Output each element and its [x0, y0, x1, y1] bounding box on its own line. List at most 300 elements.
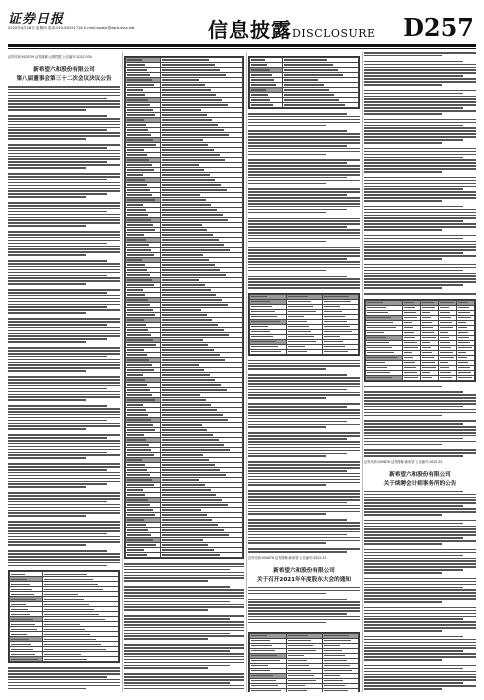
- text-line: [248, 406, 347, 408]
- cell-text: [127, 159, 149, 160]
- cell-text: [127, 219, 151, 220]
- column-1: [8, 52, 120, 692]
- text-line: [364, 81, 476, 83]
- cell-text: [162, 359, 225, 360]
- cell-text: [404, 337, 415, 338]
- text-line: [8, 304, 120, 306]
- section-title: [208, 14, 376, 43]
- text-line: [8, 269, 120, 271]
- text-line: [8, 423, 120, 425]
- text-line: [364, 148, 476, 150]
- text-line: [364, 563, 476, 565]
- cell-text: [367, 372, 390, 373]
- text-line: [364, 191, 476, 193]
- cell-text: [284, 84, 324, 85]
- text-line: [8, 327, 120, 329]
- text-line: [364, 96, 476, 98]
- cell-text: [127, 134, 151, 135]
- text-line: [8, 144, 120, 146]
- table-row: [250, 688, 359, 692]
- cell-text: [284, 99, 340, 100]
- cell-text: [162, 404, 211, 405]
- cell-text: [162, 474, 226, 475]
- cell-text: [162, 289, 211, 290]
- text-line: [8, 222, 120, 224]
- text-line: [364, 264, 476, 266]
- cell-text: [127, 279, 152, 280]
- text-line: [8, 501, 107, 503]
- announcement-table: [124, 56, 244, 559]
- text-line: [248, 619, 360, 621]
- text-line: [124, 621, 244, 623]
- cell-text: [458, 347, 472, 348]
- text-line: [364, 209, 476, 211]
- cell-text: [367, 317, 391, 318]
- text-line: [8, 132, 120, 134]
- text-line: [8, 298, 120, 300]
- text-line: [248, 264, 360, 266]
- text-line: [364, 183, 476, 185]
- text-line: [248, 513, 326, 515]
- cell-text: [440, 332, 448, 333]
- text-line: [364, 244, 476, 246]
- cell-text: [162, 144, 208, 145]
- text-line: [248, 386, 360, 388]
- text-line: [364, 403, 476, 405]
- cell-text: [251, 69, 270, 70]
- cell-text: [162, 124, 218, 125]
- text-line: [124, 601, 230, 603]
- cell-text: [251, 645, 272, 646]
- text-line: [248, 261, 360, 263]
- text-line: [8, 356, 107, 358]
- cell-text: [127, 439, 146, 440]
- text-line: [248, 200, 360, 202]
- text-line: [364, 136, 476, 138]
- text-line: [8, 321, 120, 323]
- text-line: [8, 559, 120, 561]
- text-line: [364, 558, 476, 560]
- text-line: [8, 539, 120, 541]
- text-line: [8, 150, 120, 152]
- cell-text: [367, 307, 386, 308]
- cell-text: [324, 311, 342, 312]
- text-line: [364, 206, 463, 208]
- cell-text: [162, 519, 212, 520]
- cell-text: [44, 574, 88, 575]
- cell-text: [127, 109, 153, 110]
- cell-text: [251, 99, 270, 100]
- cell-text: [162, 379, 215, 380]
- cell-text: [127, 534, 151, 535]
- cell-text: [127, 199, 155, 200]
- text-line: [364, 84, 442, 86]
- cell-text: [162, 419, 228, 420]
- notice-body-text: [248, 360, 360, 553]
- text-line: [8, 475, 120, 477]
- text-line: [364, 180, 476, 182]
- text-line: [364, 560, 476, 562]
- cell-text: [251, 341, 276, 342]
- cell-text: [324, 655, 345, 656]
- text-line: [248, 464, 360, 466]
- cell-text: [162, 479, 199, 480]
- text-line: [8, 138, 86, 140]
- text-line: [364, 223, 476, 225]
- table-row: [10, 657, 119, 662]
- text-line: [8, 498, 120, 500]
- cell-text: [127, 309, 153, 310]
- text-line: [124, 633, 230, 635]
- cell-text: [440, 362, 448, 363]
- text-line: [124, 650, 230, 652]
- cell-text: [127, 184, 147, 185]
- cell-text: [324, 685, 345, 686]
- text-line: [248, 397, 326, 399]
- cell-text: [162, 414, 223, 415]
- text-line: [364, 293, 476, 295]
- text-line: [124, 606, 244, 608]
- text-line: [248, 183, 326, 185]
- text-line: [8, 463, 120, 465]
- cell-text: [458, 332, 468, 333]
- text-line: [248, 365, 360, 367]
- text-line: [248, 479, 360, 481]
- text-line: [8, 688, 86, 690]
- cell-text: [251, 296, 267, 297]
- text-line: [248, 255, 360, 257]
- cell-text: [162, 489, 211, 490]
- cell-text: [162, 89, 211, 90]
- text-line: [8, 251, 120, 253]
- cell-text: [127, 59, 142, 60]
- cell-text: [404, 347, 418, 348]
- text-line: [364, 267, 476, 269]
- text-line: [124, 665, 230, 667]
- cell-text: [162, 294, 216, 295]
- text-line: [248, 476, 360, 478]
- text-line: [248, 534, 347, 536]
- text-line: [364, 400, 476, 402]
- cell-text: [127, 399, 155, 400]
- cell-text: [324, 680, 343, 681]
- text-line: [364, 241, 476, 243]
- notice-company: 新希望六和股份有限公司: [273, 567, 335, 574]
- cell-text: [440, 337, 449, 338]
- text-line: [364, 426, 476, 428]
- text-line: [248, 284, 360, 286]
- text-line: [248, 607, 360, 609]
- cell-text: [251, 351, 281, 352]
- cell-text: [367, 357, 397, 358]
- text-line: [124, 653, 244, 655]
- text-line: [124, 609, 208, 611]
- cell-text: [127, 459, 142, 460]
- text-line: [364, 499, 476, 501]
- cell-text: [127, 424, 153, 425]
- text-line: [364, 508, 476, 510]
- text-line: [124, 618, 230, 620]
- cell-text: [162, 499, 222, 500]
- text-line: [8, 685, 120, 687]
- notice-title: 第八届董事会第三十二次会议决议公告: [16, 76, 112, 82]
- table-cell: [421, 375, 439, 380]
- notice-body-text: [248, 113, 360, 289]
- cell-text: [284, 74, 343, 75]
- text-line: [248, 415, 360, 417]
- text-line: [8, 466, 120, 468]
- text-line: [364, 656, 476, 658]
- cell-text: [324, 321, 347, 322]
- cell-text: [127, 209, 146, 210]
- text-line: [364, 113, 442, 115]
- cell-text: [422, 377, 432, 378]
- text-line: [8, 495, 120, 497]
- text-line: [8, 292, 107, 294]
- cell-text: [324, 326, 350, 327]
- cell-text: [162, 94, 216, 95]
- cell-text: [162, 464, 215, 465]
- masthead: [8, 6, 476, 46]
- text-line: [8, 266, 120, 268]
- text-line: [8, 411, 120, 413]
- text-line: [248, 159, 360, 161]
- cell-text: [422, 332, 434, 333]
- text-line: [8, 318, 120, 320]
- cell-text: [162, 329, 223, 330]
- cell-text: [251, 84, 276, 85]
- text-line: [8, 481, 120, 483]
- cell-text: [251, 685, 278, 686]
- text-line: [8, 527, 120, 529]
- cell-text: [162, 449, 230, 450]
- cell-text: [324, 645, 340, 646]
- cell-text: [127, 419, 151, 420]
- cell-text: [127, 479, 152, 480]
- text-line: [364, 607, 476, 609]
- text-line: [364, 67, 476, 69]
- cell-text: [127, 239, 146, 240]
- text-line: [364, 72, 476, 74]
- table-cell: [250, 349, 287, 354]
- text-line: [8, 164, 120, 166]
- cell-text: [44, 589, 103, 590]
- cell-text: [127, 164, 152, 165]
- notice-body-text: [8, 86, 120, 566]
- cell-text: [162, 324, 218, 325]
- text-line: [8, 202, 120, 204]
- text-line: [8, 127, 120, 129]
- text-line: [8, 562, 120, 564]
- notice-title: 关于召开2021年年度股东大会的通知: [257, 576, 351, 583]
- cell-text: [162, 384, 221, 385]
- cell-text: [288, 341, 316, 342]
- text-line: [248, 444, 360, 446]
- cell-text: [44, 619, 105, 620]
- top-table: [248, 56, 360, 109]
- text-line: [8, 472, 120, 474]
- text-line: [364, 52, 476, 54]
- text-line: [8, 167, 86, 169]
- cell-text: [11, 629, 37, 630]
- text-line: [8, 135, 120, 137]
- text-line: [248, 435, 360, 437]
- text-line: [8, 367, 120, 369]
- cell-text: [162, 424, 202, 425]
- text-line: [248, 380, 360, 382]
- text-line: [364, 119, 476, 121]
- text-line: [8, 417, 120, 419]
- text-line: [364, 514, 442, 516]
- cell-text: [162, 164, 198, 165]
- text-line: [364, 621, 476, 623]
- text-line: [248, 174, 360, 176]
- text-line: [248, 209, 347, 211]
- cell-text: [404, 377, 418, 378]
- cell-text: [288, 306, 313, 307]
- text-line: [124, 688, 244, 690]
- table-cell: [439, 375, 457, 380]
- cell-text: [127, 304, 150, 305]
- text-line: [364, 526, 476, 528]
- text-line: [248, 522, 360, 524]
- text-line: [364, 186, 476, 188]
- cell-text: [367, 352, 394, 353]
- text-line: [248, 139, 360, 141]
- text-line: [8, 225, 86, 227]
- cell-text: [162, 194, 200, 195]
- text-line: [248, 467, 360, 469]
- text-line: [364, 601, 442, 603]
- cell-text: [324, 650, 342, 651]
- text-line: [124, 580, 208, 582]
- cell-text: [11, 654, 35, 655]
- text-line: [248, 287, 360, 289]
- cell-text: [44, 639, 96, 640]
- cell-text: [127, 104, 150, 105]
- text-line: [248, 548, 360, 550]
- cell-text: [162, 224, 202, 225]
- cell-text: [162, 169, 204, 170]
- cell-text: [367, 342, 389, 343]
- cell-text: [127, 74, 150, 75]
- text-line: [248, 270, 326, 272]
- cell-text: [162, 179, 215, 180]
- cell-text: [162, 119, 212, 120]
- text-line: [8, 306, 107, 308]
- cell-text: [367, 322, 393, 323]
- text-line: [364, 540, 476, 542]
- text-line: [364, 520, 476, 522]
- text-line: [364, 674, 476, 676]
- text-line: [364, 64, 476, 66]
- cell-text: [127, 524, 146, 525]
- text-line: [8, 86, 120, 88]
- cell-text: [288, 316, 304, 317]
- cell-text: [127, 549, 144, 550]
- text-line: [8, 446, 120, 448]
- cell-text: [162, 134, 229, 135]
- text-line: [364, 412, 476, 414]
- text-line: [364, 275, 476, 277]
- masthead-rule: [8, 44, 476, 47]
- text-line: [8, 553, 120, 555]
- cell-text: [440, 377, 452, 378]
- text-line: [364, 139, 463, 141]
- cell-text: [127, 384, 147, 385]
- notice-heading: [248, 566, 360, 583]
- text-line: [364, 258, 442, 260]
- text-line: [248, 496, 360, 498]
- cell-text: [458, 302, 468, 303]
- text-line: [364, 528, 476, 530]
- cell-text: [127, 529, 148, 530]
- cell-text: [288, 690, 307, 691]
- text-line: [248, 377, 360, 379]
- text-line: [364, 455, 463, 457]
- text-line: [8, 254, 86, 256]
- text-line: [8, 682, 120, 684]
- text-line: [248, 252, 360, 254]
- cell-text: [162, 209, 217, 210]
- text-line: [364, 226, 476, 228]
- cell-text: [251, 104, 273, 105]
- table-row: [250, 103, 359, 108]
- cell-text: [404, 302, 414, 303]
- text-line: [124, 630, 244, 632]
- cell-text: [404, 307, 415, 308]
- text-line: [248, 438, 347, 440]
- text-line: [8, 515, 86, 517]
- cell-text: [127, 169, 154, 170]
- cell-text: [127, 99, 148, 100]
- cell-text: [422, 352, 432, 353]
- cell-text: [440, 367, 449, 368]
- notice-table: [8, 570, 120, 663]
- cell-text: [127, 314, 155, 315]
- cell-text: [162, 99, 222, 100]
- table-row: [126, 553, 243, 558]
- cell-text: [127, 344, 156, 345]
- cell-text: [127, 189, 150, 190]
- text-line: [248, 511, 360, 513]
- cell-text: [162, 219, 228, 220]
- text-line: [8, 452, 107, 454]
- cell-text: [404, 372, 417, 373]
- text-line: [364, 494, 476, 496]
- cell-text: [127, 364, 152, 365]
- cell-text: [162, 199, 206, 200]
- notice-body-text: [8, 667, 120, 692]
- text-line: [8, 248, 120, 250]
- text-line: [248, 276, 347, 278]
- cell-text: [127, 539, 153, 540]
- text-line: [124, 644, 244, 646]
- cell-text: [284, 89, 329, 90]
- text-line: [8, 156, 120, 158]
- text-line: [248, 267, 360, 269]
- cell-text: [162, 319, 212, 320]
- paragraph-gap: [8, 690, 120, 692]
- text-line: [8, 382, 120, 384]
- text-line: [248, 525, 360, 527]
- text-line: [364, 647, 476, 649]
- text-line: [8, 98, 107, 100]
- cell-text: [324, 346, 345, 347]
- cell-text: [288, 665, 309, 666]
- cell-text: [284, 59, 328, 60]
- cell-text: [127, 374, 143, 375]
